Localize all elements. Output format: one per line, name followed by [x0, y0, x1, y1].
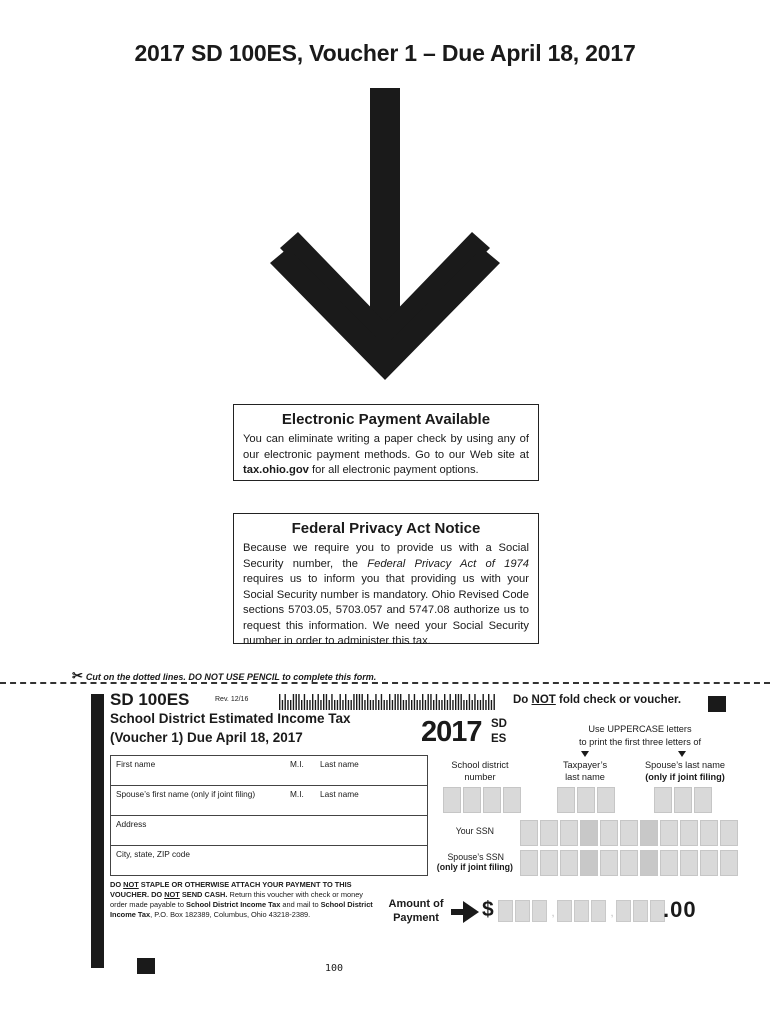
form-number: 100	[325, 963, 344, 974]
staple-not-1: NOT	[123, 880, 139, 889]
your-ssn-label: Your SSN	[455, 826, 494, 836]
cell	[633, 900, 648, 922]
address-field[interactable]: Address	[116, 819, 147, 829]
cell	[532, 900, 547, 922]
privacy-notice-box	[233, 513, 539, 647]
payment-amount-input[interactable]	[498, 900, 667, 926]
amount-label-2: Payment	[393, 912, 439, 924]
cell	[620, 820, 638, 846]
cell	[720, 820, 738, 846]
cell	[540, 850, 558, 876]
cell	[597, 787, 615, 813]
privacy-act-name: Federal Privacy Act of 1974	[367, 557, 529, 570]
cell	[700, 820, 718, 846]
cell	[674, 787, 692, 813]
taxpayer-info-fields	[110, 755, 428, 876]
spouse-first-name-field[interactable]: Spouse’s first name (only if joint filing)	[116, 789, 256, 799]
cut-line	[0, 682, 770, 684]
cell	[498, 900, 513, 922]
staple-text-1: DO	[110, 880, 124, 889]
electronic-payment-text: You can eliminate writing a paper check by using any of our electronic payment methods. Go to our Web site at	[243, 433, 529, 461]
cell	[591, 900, 606, 922]
tax-year: 2017	[421, 716, 482, 748]
spouse-last-name-field[interactable]: Last name	[320, 789, 359, 799]
cell	[520, 850, 538, 876]
cell	[503, 787, 521, 813]
cell	[520, 820, 538, 846]
staple-warning	[110, 880, 382, 920]
mail-address: , P.O. Box 182389, Columbus, Ohio 43218-2389.	[150, 910, 311, 919]
cell	[577, 787, 595, 813]
mail-to-name: School District Income Tax	[110, 900, 373, 919]
privacy-text-end: requires us to inform you that providing us with your Social Security number is mandatory. Ohio Revised Code sections 5703.05, 5703.057 and 5747.08 authorize us to request this information. We need your Social Security number in order to administer this tax.	[243, 573, 529, 647]
staple-text-3: SEND CASH.	[179, 890, 228, 899]
taxpayer-label-1: Taxpayer’s	[562, 760, 608, 770]
spouse-label-2: (only if joint filing)	[645, 772, 725, 782]
last-name-field[interactable]: Last name	[320, 759, 359, 769]
electronic-payment-body	[243, 432, 529, 479]
voucher-subtitle-1: School District Estimated Income Tax	[110, 711, 351, 726]
cut-text-pre: Cut on the dotted lines.	[85, 672, 189, 682]
cell	[616, 900, 631, 922]
voucher-subtitle-2: (Voucher 1) Due April 18, 2017	[110, 730, 303, 745]
your-ssn-input[interactable]	[520, 820, 740, 846]
cell	[680, 850, 698, 876]
cell	[540, 820, 558, 846]
staple-not-2: NOT	[164, 890, 180, 899]
no-fold-warning	[513, 694, 681, 706]
cell	[600, 850, 618, 876]
spouse-ssn-input[interactable]	[520, 850, 740, 876]
revision-date: Rev. 12/16	[215, 696, 249, 703]
city-state-zip-field[interactable]: City, state, ZIP code	[116, 849, 190, 859]
payee-name: School District Income Tax	[186, 900, 281, 909]
page-title: 2017 SD 100ES, Voucher 1 – Due April 18, 2017	[134, 40, 636, 66]
cell	[640, 820, 658, 846]
cell	[694, 787, 712, 813]
cell	[660, 850, 678, 876]
cell	[580, 820, 598, 846]
comma-separator: ,	[610, 907, 614, 919]
postal-barcode-icon	[278, 694, 500, 710]
cell	[600, 820, 618, 846]
cell	[560, 820, 578, 846]
down-arrow-icon	[270, 88, 500, 380]
privacy-text: Because we require you to provide us with a Social Security number, the	[243, 542, 529, 570]
electronic-payment-text-end: for all electronic payment options.	[308, 464, 479, 476]
cell	[640, 850, 658, 876]
school-district-input[interactable]	[443, 787, 523, 813]
no-fold-not: NOT	[531, 694, 556, 706]
voucher-side-bar	[91, 694, 104, 968]
taxpayer-last-name-label	[546, 759, 624, 783]
cell	[443, 787, 461, 813]
spouse-name-row	[111, 786, 427, 816]
cut-text-bold: DO NOT USE PENCIL	[188, 672, 280, 682]
cell	[580, 850, 598, 876]
cell	[560, 850, 578, 876]
name-row	[111, 756, 427, 786]
no-fold-pre: Do	[513, 694, 532, 706]
cut-text-post: to complete this form.	[279, 672, 377, 682]
school-district-label-1: School district	[451, 760, 509, 770]
cell	[620, 850, 638, 876]
electronic-payment-heading: Electronic Payment Available	[281, 411, 491, 428]
comma-separator: ,	[551, 907, 555, 919]
spouse-last-name-label	[632, 759, 738, 783]
right-arrow-icon	[451, 901, 479, 923]
spouse-pointer-icon	[678, 751, 686, 757]
payment-cents: .00	[663, 897, 697, 922]
staple-text-2: STAPLE OR OTHERWISE ATTACH YOUR PAYMENT TO THIS VOUCHER. DO	[110, 880, 352, 899]
school-district-label	[437, 759, 523, 783]
cell	[720, 850, 738, 876]
no-fold-post: fold check or voucher.	[555, 694, 682, 706]
registration-mark	[137, 958, 155, 974]
amount-of-payment-label	[383, 897, 449, 925]
cell	[557, 900, 572, 922]
spouse-last-name-input[interactable]	[654, 787, 714, 813]
cell	[483, 787, 501, 813]
cell	[660, 820, 678, 846]
form-id: SD 100ES	[110, 690, 190, 709]
ohio-tax-link[interactable]: tax.ohio.gov	[243, 464, 309, 476]
dollar-sign: $	[482, 898, 494, 921]
cell	[557, 787, 575, 813]
cell	[680, 820, 698, 846]
cell	[654, 787, 672, 813]
uppercase-instruction-2: to print the first three letters of	[578, 737, 702, 747]
year-code-es: ES	[491, 733, 507, 745]
cell	[700, 850, 718, 876]
registration-mark-top	[708, 696, 726, 712]
taxpayer-last-name-input[interactable]	[557, 787, 617, 813]
staple-body-2: and mail to	[280, 900, 321, 909]
cell	[515, 900, 530, 922]
taxpayer-pointer-icon	[581, 751, 589, 757]
first-name-field[interactable]: First name	[116, 759, 156, 769]
cell	[574, 900, 589, 922]
mi-field[interactable]: M.I.	[290, 759, 304, 769]
year-code-sd: SD	[491, 718, 507, 730]
school-district-label-2: number	[464, 772, 496, 782]
city-state-zip-row	[111, 846, 427, 876]
spouse-mi-field[interactable]: M.I.	[290, 789, 304, 799]
taxpayer-label-2: last name	[565, 772, 605, 782]
spouse-ssn-label: Spouse’s SSN	[447, 852, 504, 862]
electronic-payment-box	[233, 404, 539, 481]
address-row	[111, 816, 427, 846]
amount-label-1: Amount of	[388, 898, 444, 910]
uppercase-instruction-1: Use UPPERCASE letters	[588, 724, 692, 734]
cell	[463, 787, 481, 813]
spouse-ssn-note: (only if joint filing)	[436, 862, 513, 872]
privacy-notice-body	[243, 541, 529, 650]
scissors-icon: ✂	[72, 668, 83, 683]
spouse-label-1: Spouse’s last name	[644, 760, 725, 770]
privacy-notice-heading: Federal Privacy Act Notice	[291, 520, 481, 537]
staple-body-1: Return this voucher with check or money order made payable to	[110, 890, 364, 909]
